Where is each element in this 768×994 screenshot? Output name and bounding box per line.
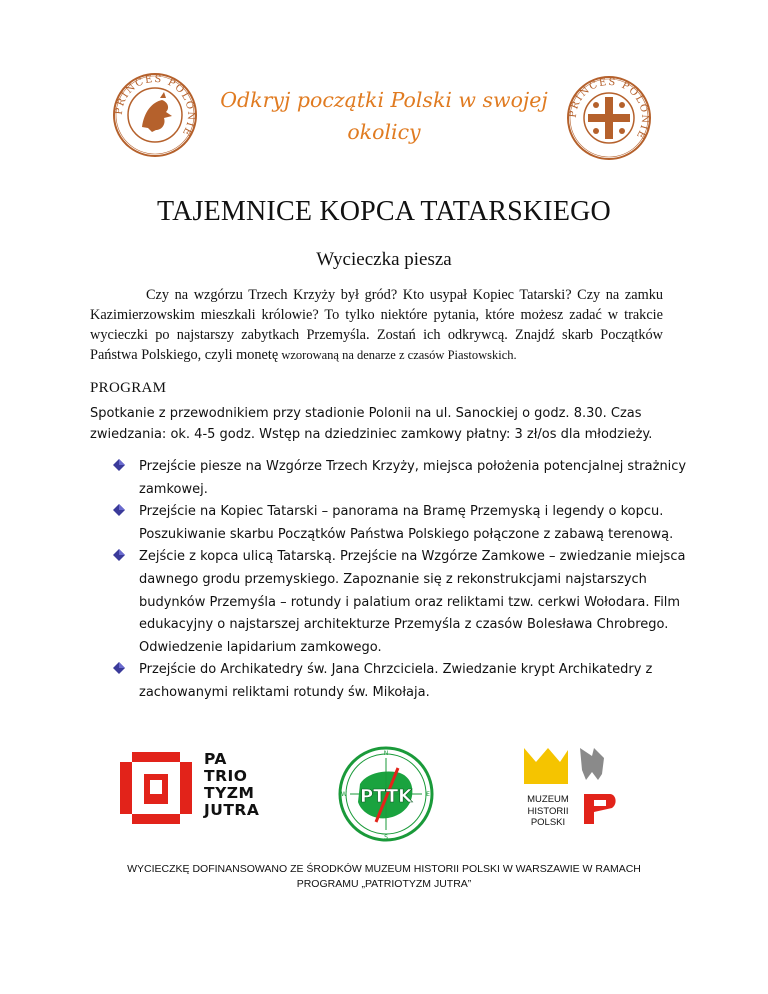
patrio-line3: TYZM [204, 784, 255, 802]
list-item [112, 456, 692, 501]
coin-left-inscription: PRINCES POLONIE [113, 73, 197, 139]
diamond-bullet-icon [112, 661, 126, 675]
intro-main: Czy na wzgórzu Trzech Krzyży był gród? Kto usypał Kopiec Tatarski? Czy na zamku Kazimierzowskim mieszkali królowie? To tylko niektóre pytania, które możesz zadać w trakcie wycieczki po najstarszy zabytkach Przemyśla. Zostań ich odkrywcą. Znajdź skarb Początków Państwa Polskiego, czyli monetę [90, 287, 663, 363]
page-title: TAJEMNICE KOPCA TATARSKIEGO [157, 196, 611, 227]
list-item-text: Przejście do Archikatedry św. Jana Chrzciciela. Zwiedzanie krypt Archikatedry z zachowanymi reliktami rotundy św. Mikołaja. [139, 662, 653, 700]
intro-paragraph [90, 285, 663, 365]
coin-right-inscription: PRINCES POLONIE [567, 76, 651, 142]
patrio-line2: TRIO [204, 767, 248, 785]
patrio-line1: PA [204, 750, 227, 768]
tagline-line2: okolicy [347, 120, 421, 144]
program-text: Spotkanie z przewodnikiem przy stadionie Polonii na ul. Sanockiej o godz. 8.30. Czas zwiedzania: ok. 4-5 godz. Wstęp na dziedziniec zamkowy płatny: 3 zł/os dla młodzieży. [90, 406, 653, 442]
tagline-line1: Odkryj początki Polski w swojej [220, 88, 548, 112]
pttk-text: PTTK [359, 786, 413, 807]
program-list [112, 456, 692, 705]
muzeum-historii-polski-text [520, 794, 576, 829]
footer-line1: WYCIECZKĘ DOFINANSOWANO ZE ŚRODKÓW MUZEUM HISTORII POLSKI W WARSZAWIE W RAMACH [127, 863, 641, 875]
diamond-bullet-icon [112, 548, 126, 562]
pttk-s: S [384, 834, 388, 841]
mhp-line3: POLSKI [530, 817, 566, 828]
mhp-line2: HISTORII [527, 805, 569, 817]
list-item-text: Przejście piesze na Wzgórze Trzech Krzyży, miejsca położenia potencjalnej strażnicy zamkowej. [139, 459, 687, 497]
diamond-bullet-icon [112, 458, 126, 472]
page-subtitle: Wycieczka piesza [316, 249, 452, 270]
list-item-text: Zejście z kopca ulicą Tatarską. Przejście na Wzgórze Zamkowe – zwiedzanie miejsca dawnego grodu przemyskiego. Zapoznanie się z rekonstrukcjami najstarszych budynków Przemyśla – rotundy i palatium oraz reliktami tzw. cerkwi Wołodara. Film edukacyjny o najstarszej architekturze Przemyśla z czasów Bolesława Chrobrego. Odwiedzenie lapidarium zamkowego. [139, 549, 686, 655]
pttk-e: E [426, 791, 430, 798]
list-item [112, 501, 692, 546]
pttk-w: W [341, 791, 347, 798]
tagline [190, 84, 578, 148]
pttk-logo [336, 744, 436, 844]
coin-left-logo [112, 72, 198, 158]
program-heading: PROGRAM [90, 380, 167, 396]
patriotyzm-jutra-text [204, 751, 259, 819]
pttk-n: N [383, 750, 389, 757]
intro-small: wzorowaną na denarze z czasów Piastowskich. [278, 348, 517, 362]
list-item-text: Przejście na Kopiec Tatarski – panorama na Bramę Przemyską i legendy o kopcu. Poszukiwanie skarbu Początków Państwa Polskiego połączone z zabawą terenową. [139, 504, 674, 542]
list-item [112, 546, 692, 659]
footer-line2: PROGRAMU „PATRIOTYZM JUTRA” [296, 878, 472, 890]
mhp-line1: MUZEUM [527, 794, 569, 805]
diamond-bullet-icon [112, 503, 126, 517]
list-item [112, 659, 692, 704]
footer-funding-note [0, 862, 768, 892]
coin-right-logo [566, 75, 652, 161]
patrio-line4: JUTRA [204, 801, 260, 819]
